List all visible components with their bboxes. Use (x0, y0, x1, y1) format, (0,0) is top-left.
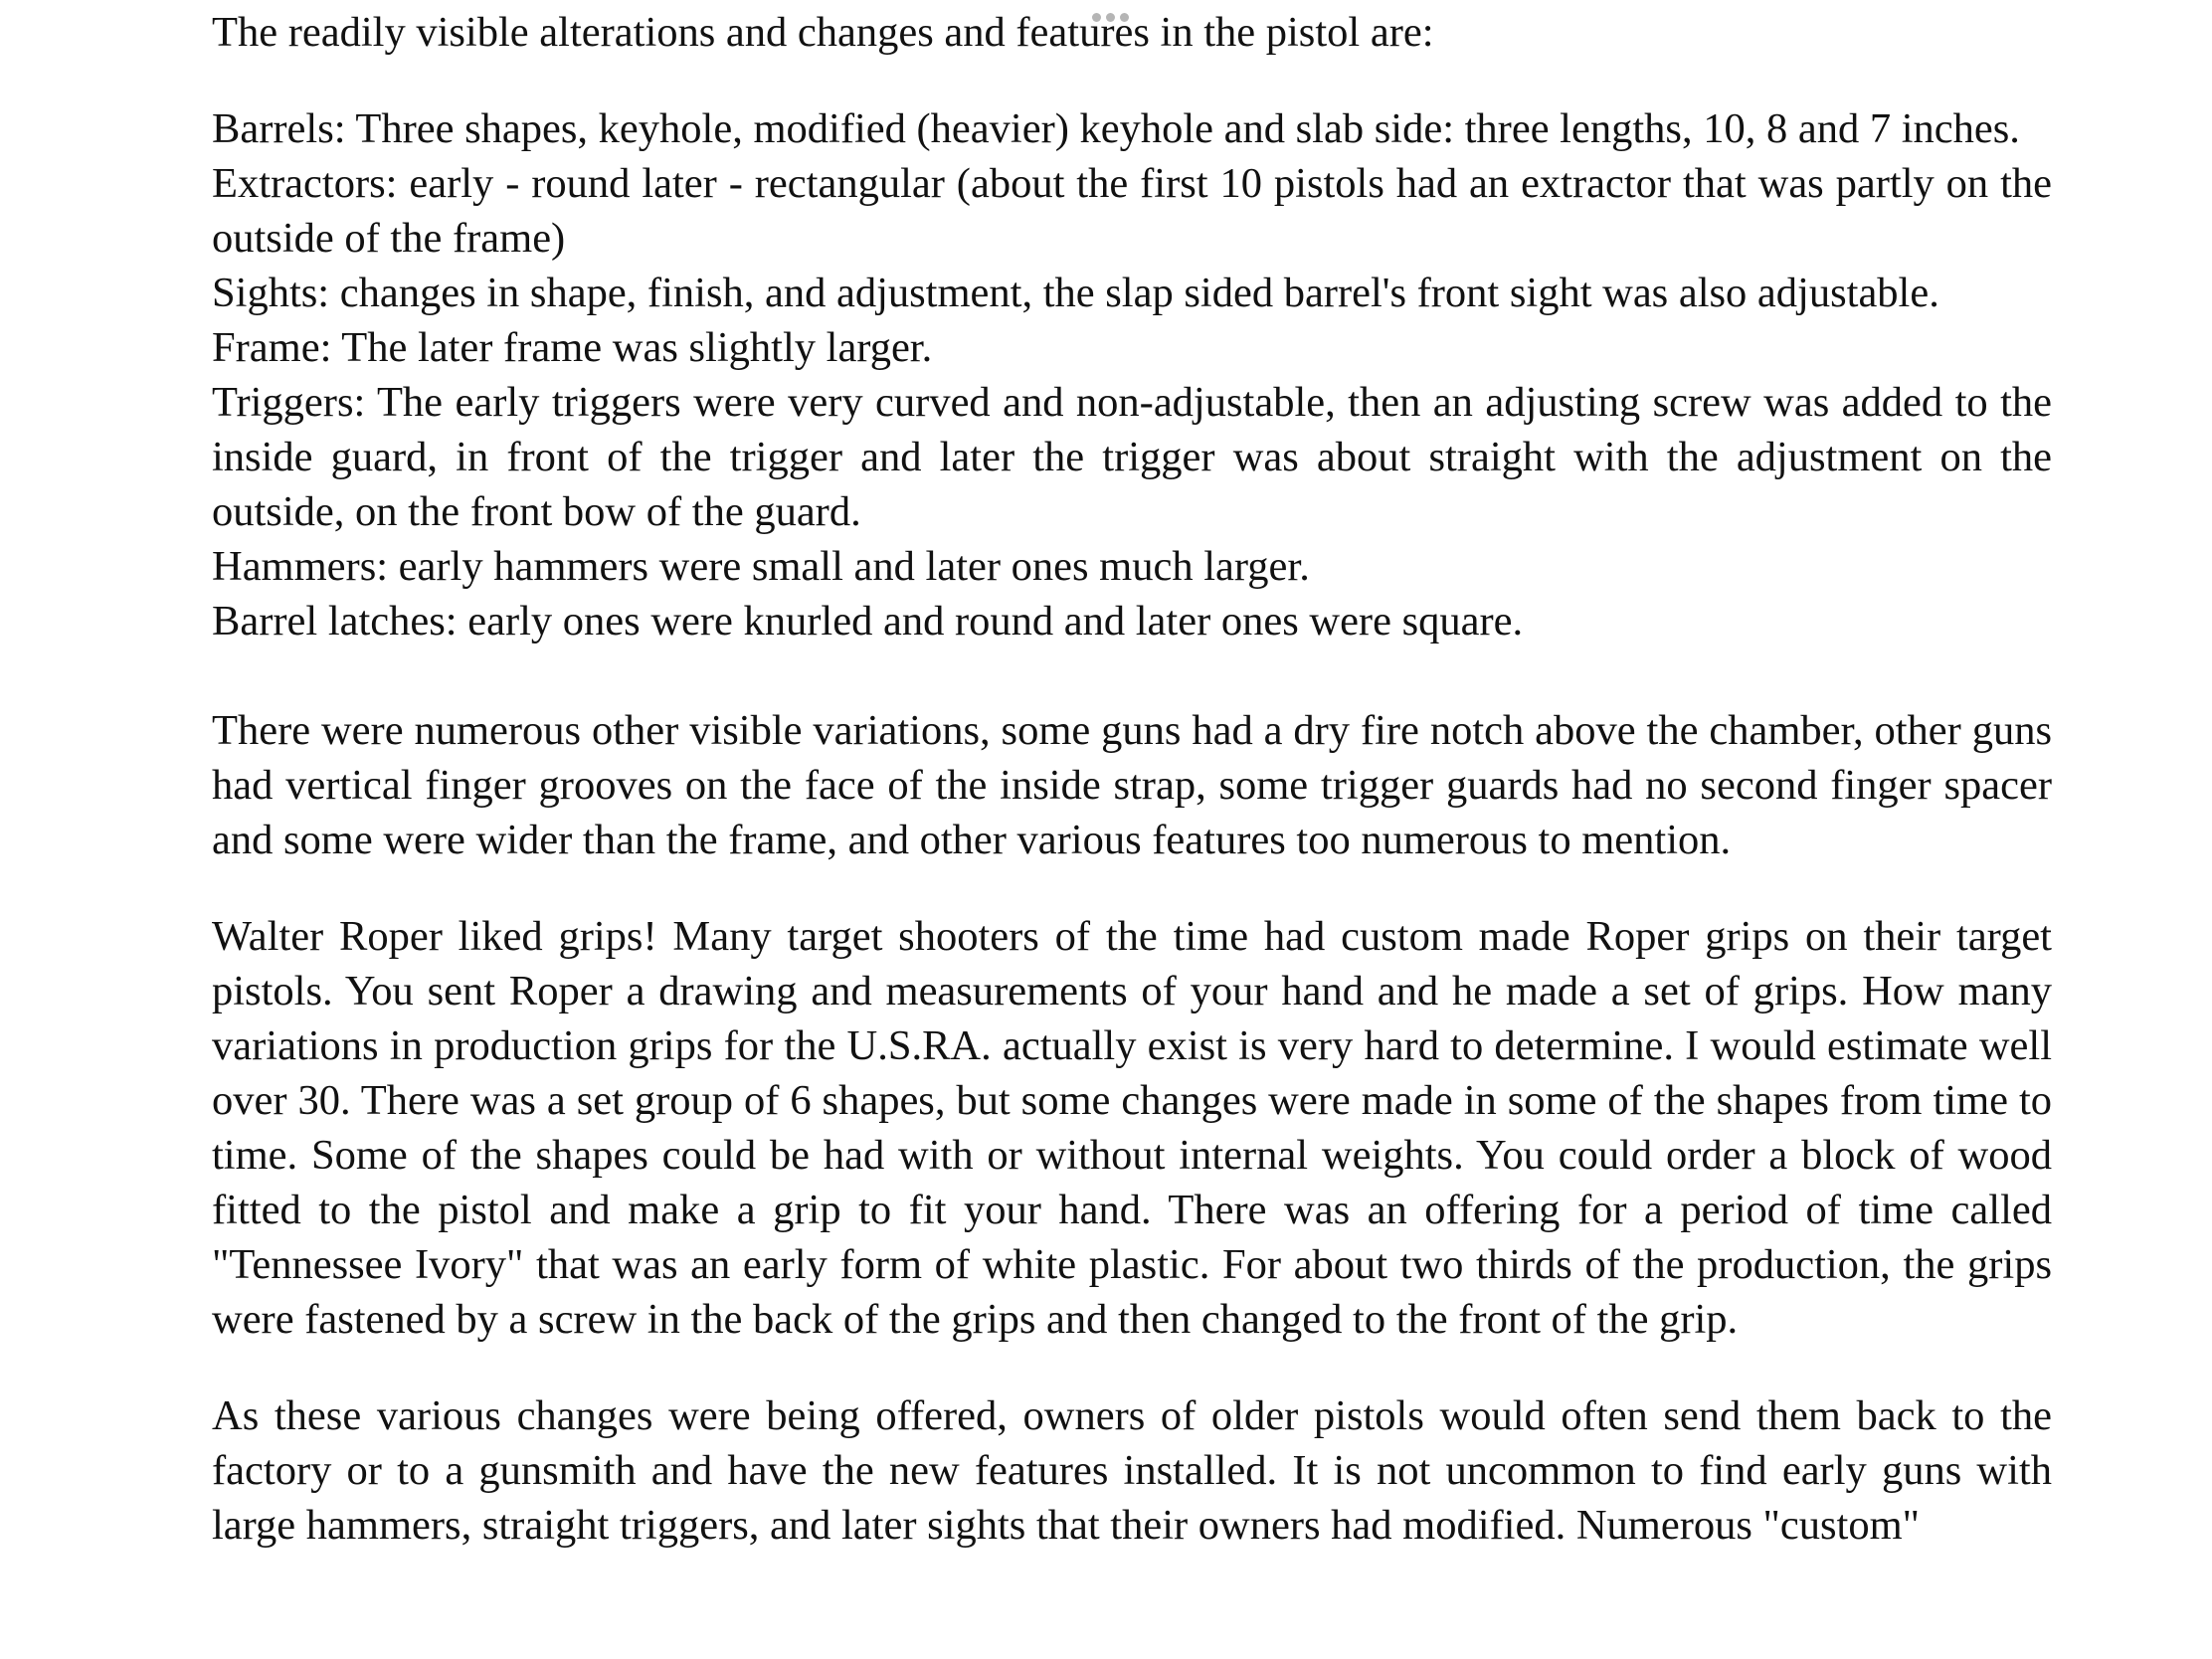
paragraph-variations: There were numerous other visible variations, some guns had a dry fire notch above the chamber, other guns had vertical finger grooves on the face of the inside strap, some trigger guards had no second finger spacer and some were wider than the frame, and other various features too numerous to mention. (212, 707, 2052, 863)
feature-hammers: Hammers: early hammers were small and later ones much larger. (212, 543, 1310, 590)
feature-frame: Frame: The later frame was slightly larger. (212, 324, 933, 371)
intro-line: The readily visible alterations and changes and features in the pistol are: (212, 9, 1434, 56)
feature-barrels: Barrels: Three shapes, keyhole, modified (heavier) keyhole and slab side: three lengths, 10, 8 and 7 inches. (212, 105, 2020, 152)
feature-sights: Sights: changes in shape, finish, and adjustment, the slap sided barrel's front sight was also adjustable. (212, 270, 1939, 316)
feature-barrel-latches: Barrel latches: early ones were knurled and round and later ones were square. (212, 598, 1524, 645)
feature-extractors: Extractors: early - round later - rectangular (about the first 10 pistols had an extractor that was partly on the outside of the frame) (212, 160, 2052, 262)
paragraph-grips: Walter Roper liked grips! Many target shooters of the time had custom made Roper grips on their target pistols. You sent Roper a drawing and measurements of your hand and he made a set of grips. How many variations in production grips for the U.S.RA. actually exist is very hard to determine. I would estimate well over 30. There was a set group of 6 shapes, but some changes were made in some of the shapes from time to time. Some of the shapes could be had with or without internal weights. You could order a block of wood fitted to the pistol and make a grip to fit your hand. There was an offering for a period of time called "Tennessee Ivory" that was an early form of white plastic. For about two thirds of the production, the grips were fastened by a screw in the back of the grips and then changed to the front of the grip. (212, 913, 2052, 1343)
document-body (212, 0, 2052, 1553)
feature-triggers: Triggers: The early triggers were very curved and non-adjustable, then an adjusting screw was added to the inside guard, in front of the trigger and later the trigger was about straight with the adjustment on the outside, on the front bow of the guard. (212, 379, 2052, 535)
paragraph-changes: As these various changes were being offered, owners of older pistols would often send them back to the factory or to a gunsmith and have the new features installed. It is not uncommon to find early guns with large hammers, straight triggers, and later sights that their owners had modified. Numerous "custom" (212, 1392, 2052, 1549)
